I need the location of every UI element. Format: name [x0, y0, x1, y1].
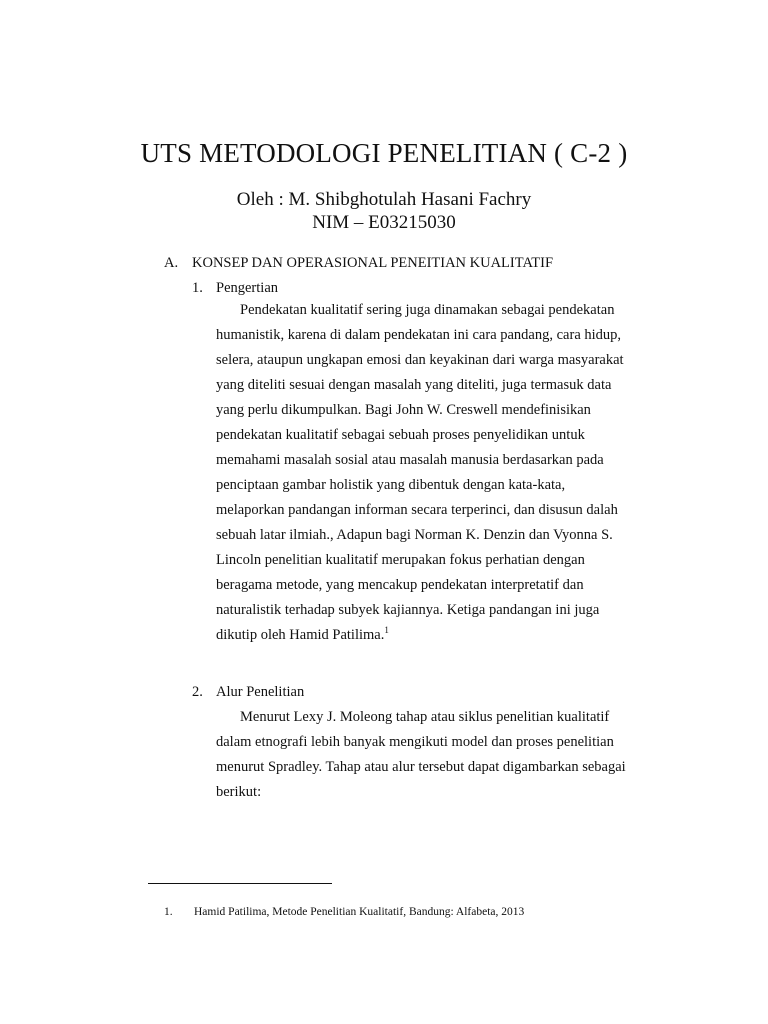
student-id-line: NIM – E03215030 [312, 212, 456, 233]
section-heading [164, 255, 553, 272]
paragraph-line: yang perlu dikumpulkan. Bagi John W. Creswell mendefinisikan [216, 402, 591, 418]
paragraph-line-text: dikutip oleh Hamid Patilima. [216, 627, 385, 643]
paragraph-line: yang diteliti sesuai dengan masalah yang diteliti, juga termasuk data [216, 377, 612, 393]
subsection-title: Alur Penelitian [216, 684, 305, 700]
subsection-title: Pengertian [216, 280, 279, 296]
paragraph-line: melaporkan pandangan informan secara terperinci, dan disusun dalah [216, 502, 618, 518]
paragraph-line: Menurut Lexy J. Moleong tahap atau siklus penelitian kualitatif [240, 709, 610, 725]
paragraph-line: berikut: [216, 784, 262, 800]
subsection-number: 2. [192, 684, 203, 700]
footnote-reference: 1 [384, 625, 389, 636]
footnote-separator [148, 883, 332, 884]
author-line: Oleh : M. Shibghotulah Hasani Fachry [236, 189, 532, 210]
paragraph-line: dalam etnografi lebih banyak mengikuti model dan proses penelitian [216, 734, 614, 750]
paragraph-line: sebuah latar ilmiah., Adapun bagi Norman K. Denzin dan Vyonna S. [216, 527, 613, 543]
footnote-text: Hamid Patilima, Metode Penelitian Kualitatif, Bandung: Alfabeta, 2013 [194, 906, 525, 918]
paragraph-pengertian [216, 298, 656, 648]
paragraph-line: penciptaan gambar holistik yang dibentuk dengan kata-kata, [216, 477, 566, 493]
subsection-heading-pengertian [192, 280, 278, 297]
paragraph-line: menurut Spradley. Tahap atau alur tersebut dapat digambarkan sebagai [216, 759, 626, 775]
paragraph-alur [216, 705, 656, 805]
paragraph-line: selera, ataupun ungkapan emosi dan keyakinan dari warga masyarakat [216, 352, 624, 368]
document-title: UTS METODOLOGI PENELITIAN ( C-2 ) [140, 138, 628, 168]
paragraph-line: humanistik, karena di dalam pendekatan ini cara pandang, cara hidup, [216, 327, 622, 343]
paragraph-line: Pendekatan kualitatif sering juga dinamakan sebagai pendekatan [240, 302, 615, 318]
paragraph-line: memahami masalah sosial atau masalah manusia berdasarkan pada [216, 452, 604, 468]
paragraph-line: pendekatan kualitatif sebagai sebuah proses penyelidikan untuk [216, 427, 585, 443]
footnote [164, 906, 524, 918]
section-marker: A. [164, 255, 179, 271]
subsection-heading-alur [192, 684, 304, 701]
subsection-number: 1. [192, 280, 203, 296]
paragraph-line: Lincoln penelitian kualitatif merupakan fokus perhatian dengan [216, 552, 585, 568]
paragraph-line: naturalistik terhadap subyek kajiannya. Ketiga pandangan ini juga [216, 602, 600, 618]
paragraph-line-last [216, 623, 656, 648]
section-heading-text: KONSEP DAN OPERASIONAL PENEITIAN KUALITATIF [192, 255, 554, 271]
footnote-number: 1. [164, 906, 173, 918]
paragraph-line: beragama metode, yang mencakup pendekatan interpretatif dan [216, 577, 584, 593]
